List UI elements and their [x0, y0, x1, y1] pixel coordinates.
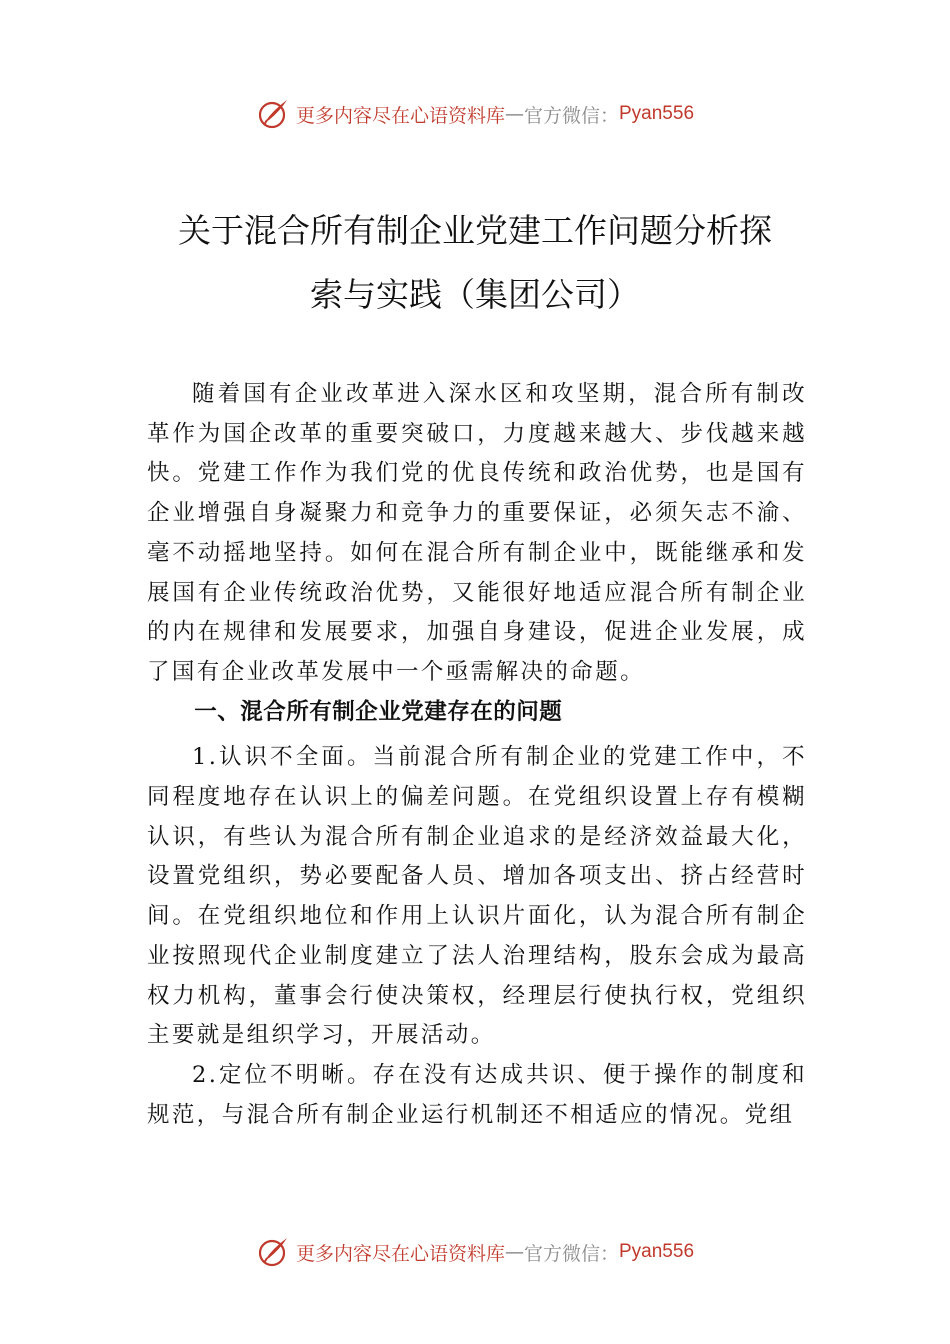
document-title-line-2: 索与实践（集团公司） — [310, 275, 640, 314]
wechat-id: Pyan556 — [619, 103, 695, 124]
item-2-paragraph: 2.定位不明晰。存在没有达成共识、便于操作的制度和规范，与混合所有制企业运行机制还不相适应的情况。党组 — [147, 1061, 807, 1128]
wechat-label: 官方微信： — [523, 104, 619, 127]
document-body — [147, 375, 807, 1135]
header-watermark-banner — [0, 94, 950, 134]
footer-watermark-banner — [0, 1232, 950, 1272]
quill-logo-icon — [256, 1234, 292, 1270]
banner-separator: — — [504, 1241, 524, 1263]
intro-paragraph: 随着国有企业改革进入深水区和攻坚期，混合所有制改革作为国企改革的重要突破口，力度越来越大、步伐越来越快。党建工作作为我们党的优良传统和政治优势，也是国有企业增强自身凝聚力和竞争力的重要保证，必须矢志不渝、 毫不动摇地坚持。如何在混合所有制企业中，既能继承和发展国有企业传统政治优势，又能很好地适应混合所有制企业的内在规律和发展要求，加强自身建设，促进企业发展，成了国有企业改革发展中一个亟需解决的命题。 — [147, 381, 807, 685]
library-slogan: 更多内容尽在心语资料库 — [295, 1242, 505, 1265]
library-slogan: 更多内容尽在心语资料库 — [295, 104, 505, 127]
wechat-id: Pyan556 — [619, 1241, 695, 1262]
document-title-line-1: 关于混合所有制企业党建工作问题分析探 — [178, 211, 772, 250]
banner-separator: — — [504, 103, 524, 125]
quill-logo-icon — [256, 96, 292, 132]
item-1-paragraph: 1.认识不全面。当前混合所有制企业的党建工作中，不同程度地存在认识上的偏差问题。在党组织设置上存有模糊认识，有些认为混合所有制企业追求的是经济效益最大化， 设置党组织，势必要配备人员、增加各项支出、挤占经营时间。在党组织地位和作用上认识片面化，认为混合所有制企业按照现代企业制度建立了法人治理结构，股东会成为最高权力机构，董事会行使决策权，经理层行使执行权，党组织主要就是组织学习，开展活动。 — [147, 744, 807, 1049]
wechat-label: 官方微信： — [523, 1242, 619, 1265]
section-heading-1: 一、混合所有制企业党建存在的问题 — [194, 698, 563, 725]
